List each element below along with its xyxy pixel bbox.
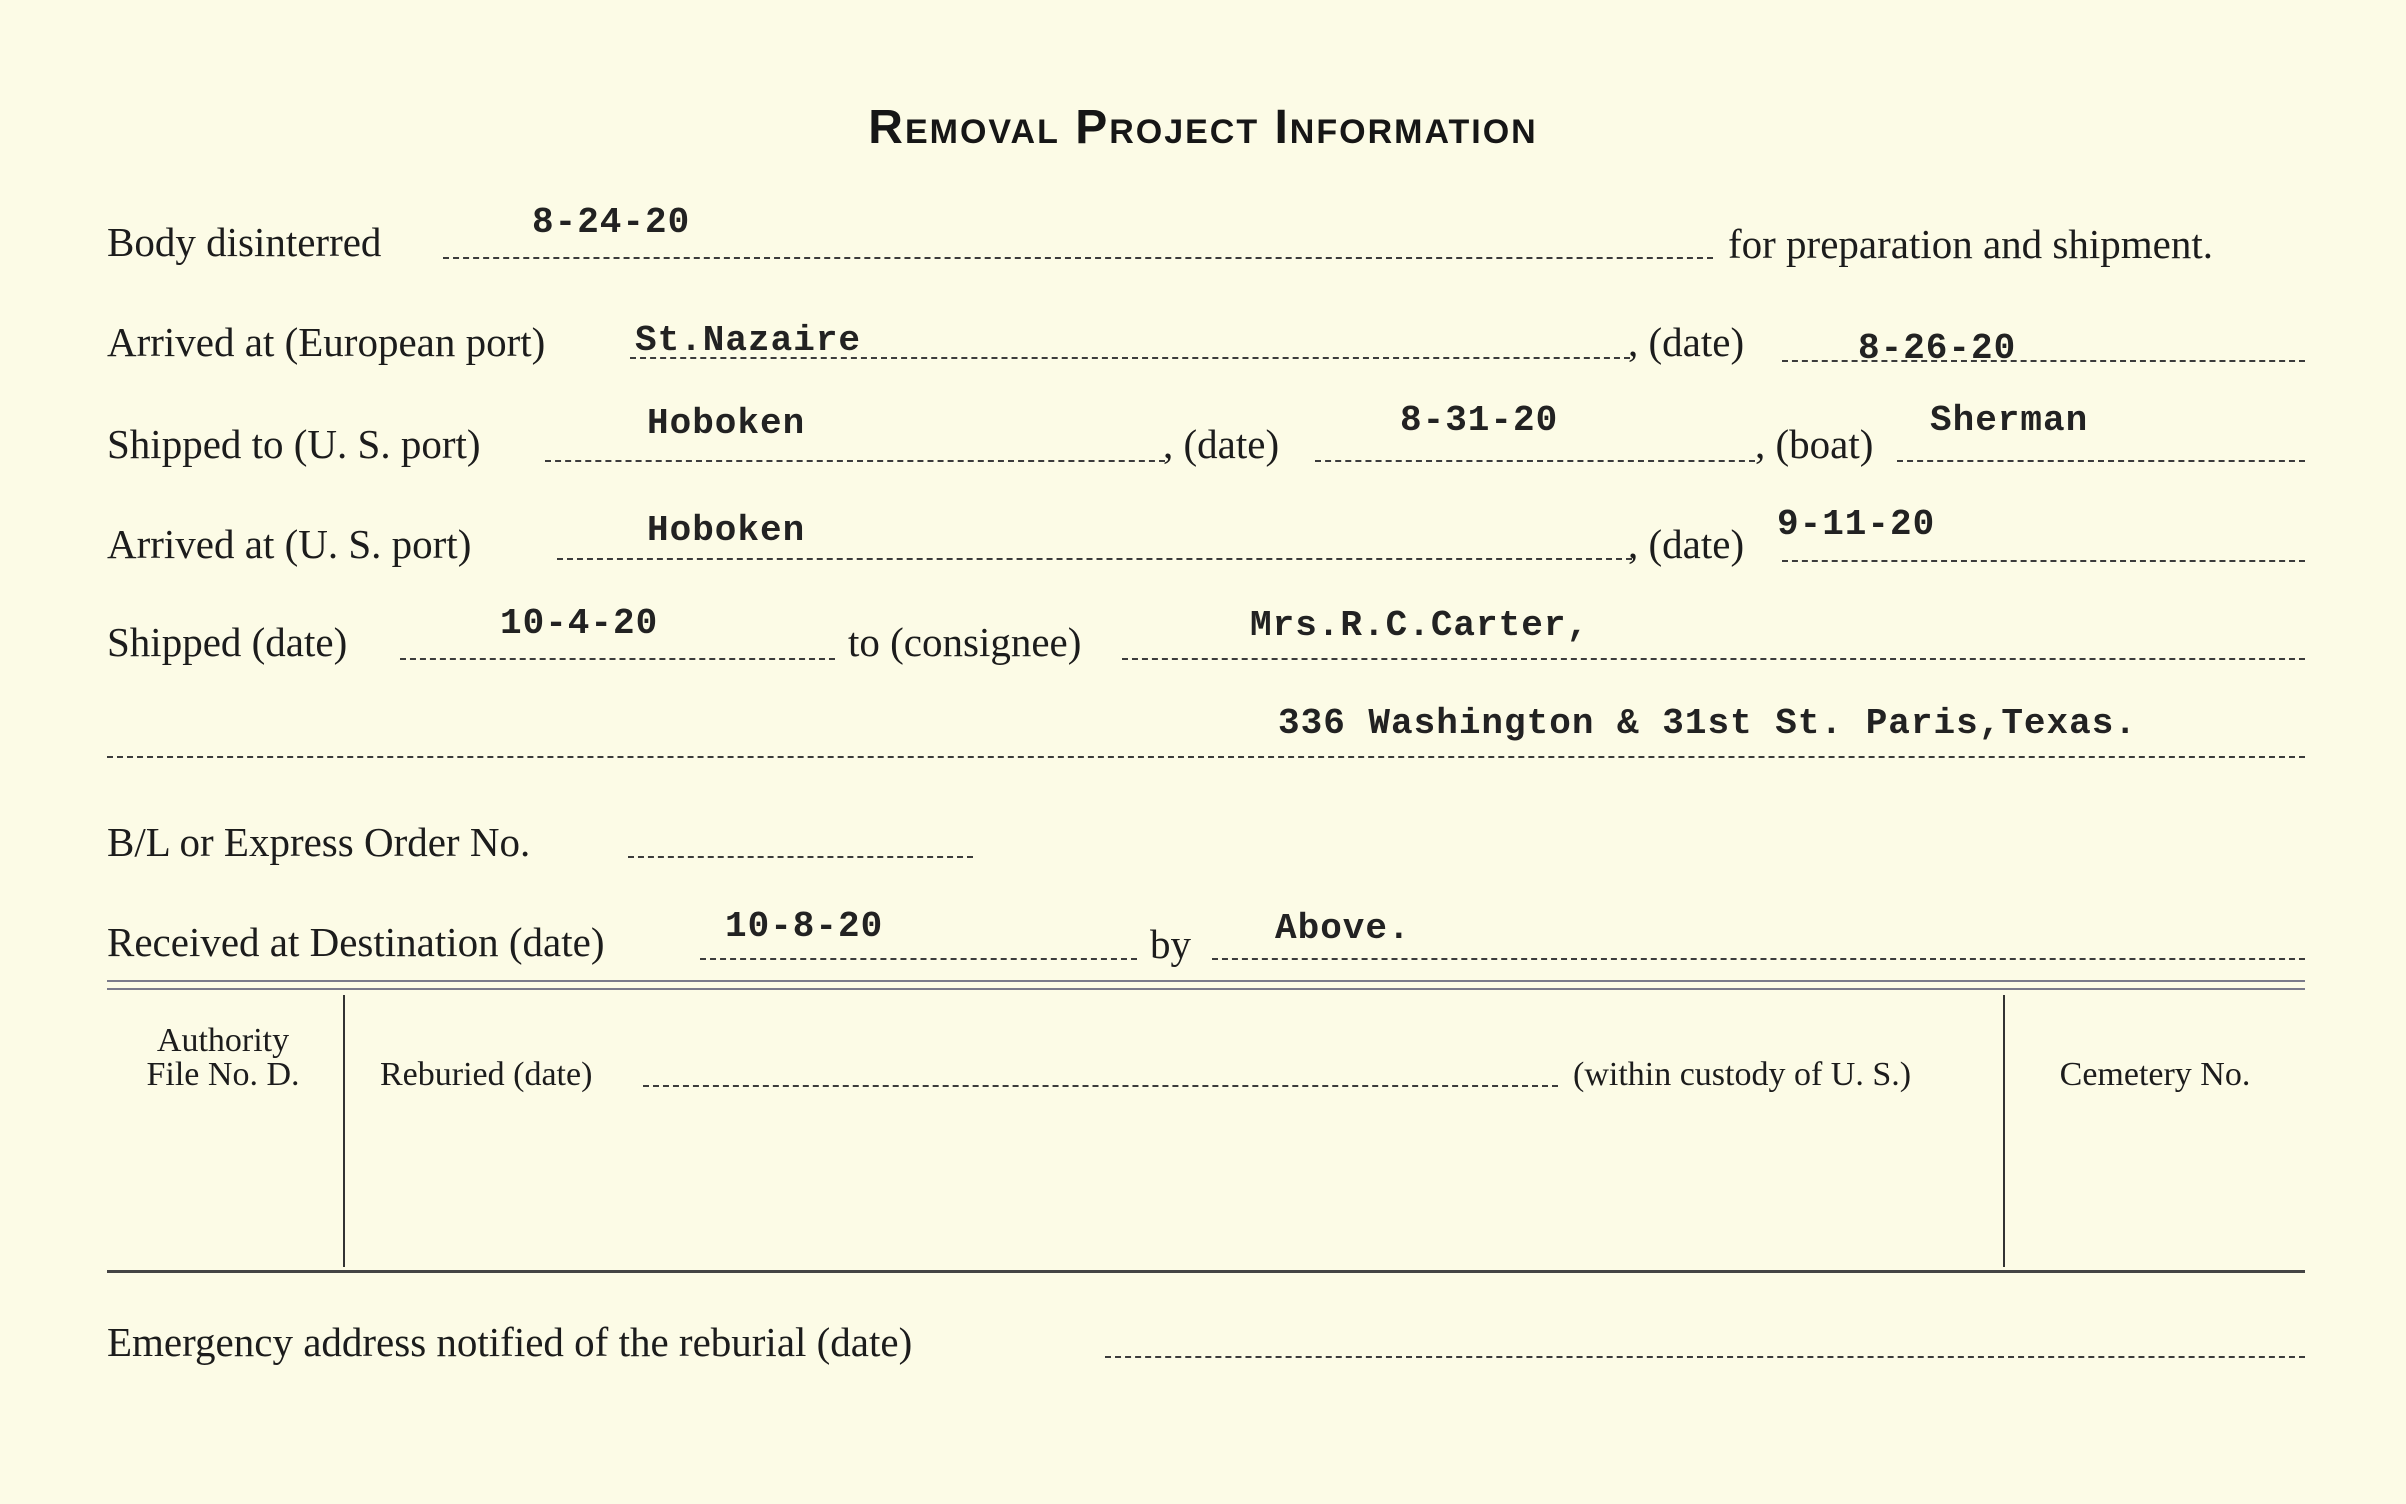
disinterred-line	[443, 257, 1713, 259]
card-title: Removal Project Information	[868, 101, 1538, 154]
shipped-us-date: 8-31-20	[1400, 400, 1559, 441]
shipped-us-date-line	[1315, 460, 1755, 462]
received-by-line	[1212, 958, 2305, 960]
arrived-us-date-line	[1782, 560, 2305, 562]
arrived-european-label: Arrived at (European port)	[107, 319, 546, 365]
bl-order-label: B/L or Express Order No.	[107, 819, 531, 865]
address-line	[107, 756, 2305, 758]
disinterred-date: 8-24-20	[532, 202, 691, 243]
divider-top-1	[107, 980, 2305, 982]
received-by: Above.	[1275, 908, 1411, 949]
emergency-line	[1105, 1356, 2305, 1358]
arrived-european-date: 8-26-20	[1858, 328, 2017, 369]
authority-label-2: File No. D.	[146, 1056, 300, 1093]
reburied-line	[643, 1085, 1558, 1087]
emergency-label: Emergency address notified of the reburial (date)	[107, 1319, 913, 1365]
arrived-european-date-label: , (date)	[1628, 319, 1745, 365]
shipped-us-date-label: , (date)	[1163, 421, 1280, 467]
shipped-us-boat-label: , (boat)	[1755, 421, 1874, 467]
shipped-us-port: Hoboken	[647, 403, 806, 444]
consignee-address: 336 Washington & 31st St. Paris,Texas.	[1278, 703, 2137, 744]
disinterred-label: Body disinterred	[107, 219, 382, 265]
authority-label-1: Authority	[156, 1022, 290, 1059]
bl-order-line	[628, 856, 973, 858]
consignee-name: Mrs.R.C.Carter,	[1250, 605, 1590, 646]
cemetery-label: Cemetery No.	[2059, 1056, 2251, 1093]
shipped-date-label: Shipped (date)	[107, 619, 348, 665]
consignee-line	[1122, 658, 2305, 660]
arrived-us-port: Hoboken	[647, 510, 806, 551]
consignee-label: to (consignee)	[848, 619, 1082, 665]
divider-top-2	[107, 988, 2305, 990]
arrived-european-port: St.Nazaire	[635, 320, 862, 361]
shipped-date: 10-4-20	[500, 603, 659, 644]
arrived-us-label: Arrived at (U. S. port)	[107, 521, 472, 567]
arrived-us-date: 9-11-20	[1777, 504, 1936, 545]
shipped-date-line	[400, 658, 835, 660]
shipped-us-label: Shipped to (U. S. port)	[107, 421, 481, 467]
shipped-us-line	[545, 460, 1165, 462]
divider-bottom	[107, 1270, 2305, 1273]
received-label: Received at Destination (date)	[107, 919, 605, 965]
received-date: 10-8-20	[725, 906, 884, 947]
shipped-us-boat: Sherman	[1930, 400, 2089, 441]
reburied-label: Reburied (date)	[380, 1056, 593, 1093]
arrived-us-line	[557, 558, 1632, 560]
arrived-us-date-label: , (date)	[1628, 521, 1745, 567]
received-date-line	[700, 958, 1137, 960]
custody-label: (within custody of U. S.)	[1573, 1056, 1912, 1093]
lower-right-divider	[2003, 995, 2005, 1267]
disinterred-suffix: for preparation and shipment.	[1728, 221, 2214, 267]
received-by-label: by	[1150, 921, 1191, 967]
shipped-us-boat-line	[1897, 460, 2305, 462]
lower-left-divider	[343, 995, 345, 1267]
